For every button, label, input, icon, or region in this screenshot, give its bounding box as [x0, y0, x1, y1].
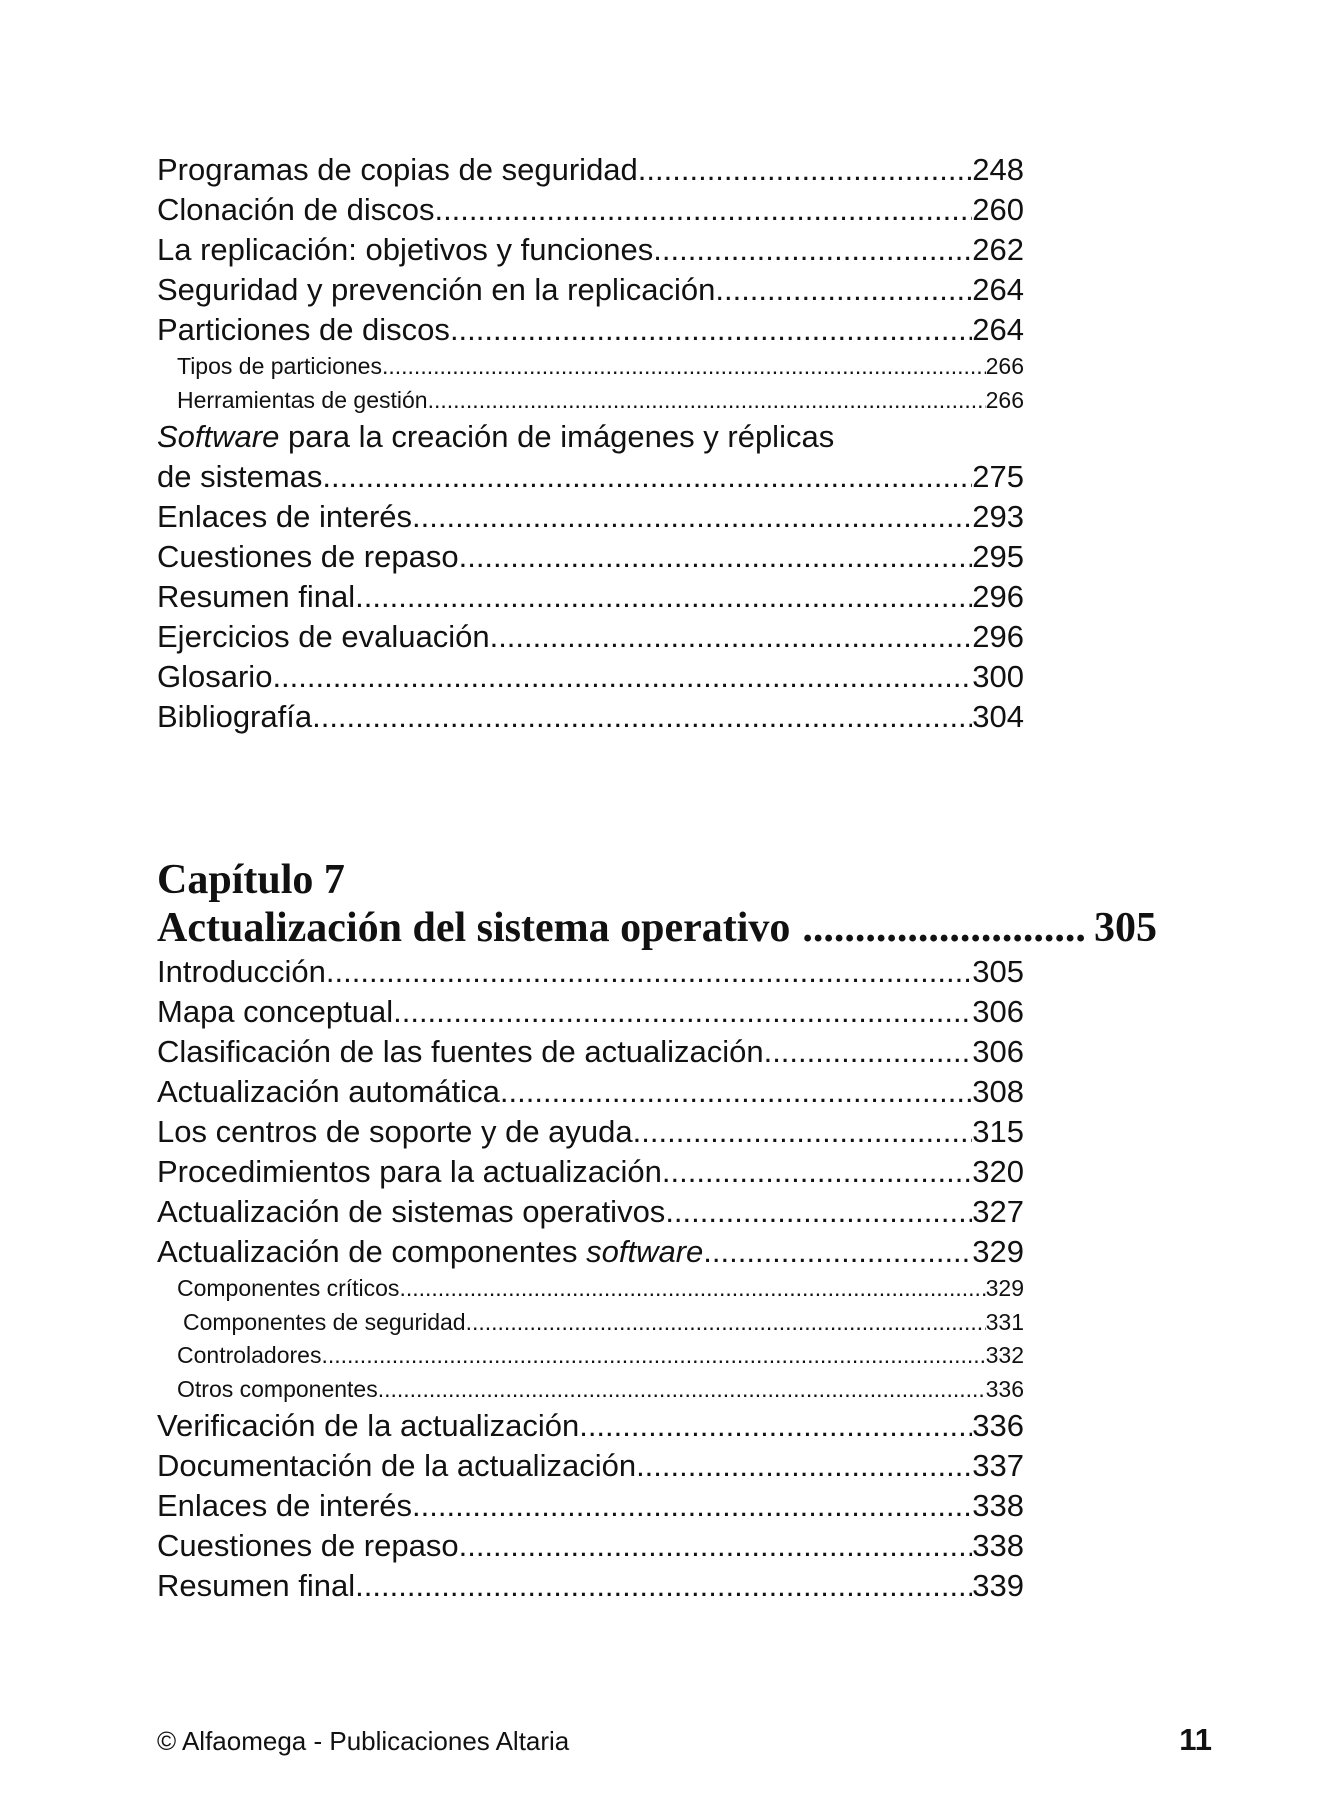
toc-entry: Los centros de soporte y de ayuda ..... 315	[157, 1112, 1024, 1152]
toc-entry: Procedimientos para la actualización ..... 320	[157, 1152, 1024, 1192]
toc-entry: Ejercicios de evaluación ..... 296	[157, 617, 1024, 657]
toc-entry: Glosario ..... 300	[157, 657, 1024, 697]
toc-entry: Enlaces de interés ..... 338	[157, 1486, 1024, 1526]
toc-entry: Programas de copias de seguridad ..... 248	[157, 150, 1024, 190]
toc-entry: Mapa conceptual ..... 306	[157, 992, 1024, 1032]
chapter-heading	[157, 856, 1157, 952]
toc-entry-multiline: Software para la creación de imágenes y réplicas	[157, 419, 835, 454]
toc-entry: Clonación de discos ..... 260	[157, 190, 1024, 230]
page-footer	[157, 1722, 1212, 1758]
toc-subentry: Componentes de seguridad ..... 331	[157, 1306, 1024, 1340]
chapter-title-row	[157, 904, 1157, 952]
toc-top-block	[157, 150, 1024, 737]
toc-entry: Enlaces de interés ..... 293	[157, 497, 1024, 537]
chapter-title: Actualización del sistema operativo	[157, 905, 791, 951]
page-number: 11	[1179, 1722, 1212, 1757]
toc-entry: La replicación: objetivos y funciones ..... 262	[157, 230, 1024, 270]
chapter-label: Capítulo 7	[157, 857, 345, 903]
toc-entry: Seguridad y prevención en la replicación ..... 264	[157, 270, 1024, 310]
toc-entry: Documentación de la actualización ..... 337	[157, 1446, 1024, 1486]
toc-chapter-block	[157, 952, 1024, 1606]
toc-entry: Introducción ..... 305	[157, 952, 1024, 992]
toc-entry: Actualización de componentes software ..... 329	[157, 1232, 1024, 1272]
chapter-page: 305	[1094, 905, 1157, 951]
toc-entry: Particiones de discos ..... 264	[157, 310, 1024, 350]
toc-subentry: Herramientas de gestión ..... 266	[157, 384, 1024, 418]
toc-entry: Bibliografía ..... 304	[157, 697, 1024, 737]
toc-subentry: Otros componentes ..... 336	[157, 1373, 1024, 1407]
toc-entry: de sistemas ..... 275	[157, 457, 1024, 497]
toc-entry: Cuestiones de repaso ..... 295	[157, 537, 1024, 577]
toc-entry: Actualización de sistemas operativos ..... 327	[157, 1192, 1024, 1232]
toc-subentry: Componentes críticos ..... 329	[157, 1272, 1024, 1306]
toc-entry: Verificación de la actualización ..... 336	[157, 1406, 1024, 1446]
toc-entry: Actualización automática ..... 308	[157, 1072, 1024, 1112]
toc-subentry: Controladores ..... 332	[157, 1339, 1024, 1373]
toc-entry: Cuestiones de repaso ..... 338	[157, 1526, 1024, 1566]
toc-entry: Clasificación de las fuentes de actualización ..... 306	[157, 1032, 1024, 1072]
toc-subentry: Tipos de particiones ..... 266	[157, 350, 1024, 384]
copyright-notice: © Alfaomega - Publicaciones Altaria	[157, 1726, 570, 1756]
toc-entry: Resumen final ..... 296	[157, 577, 1024, 617]
toc-entry: Resumen final ..... 339	[157, 1566, 1024, 1606]
